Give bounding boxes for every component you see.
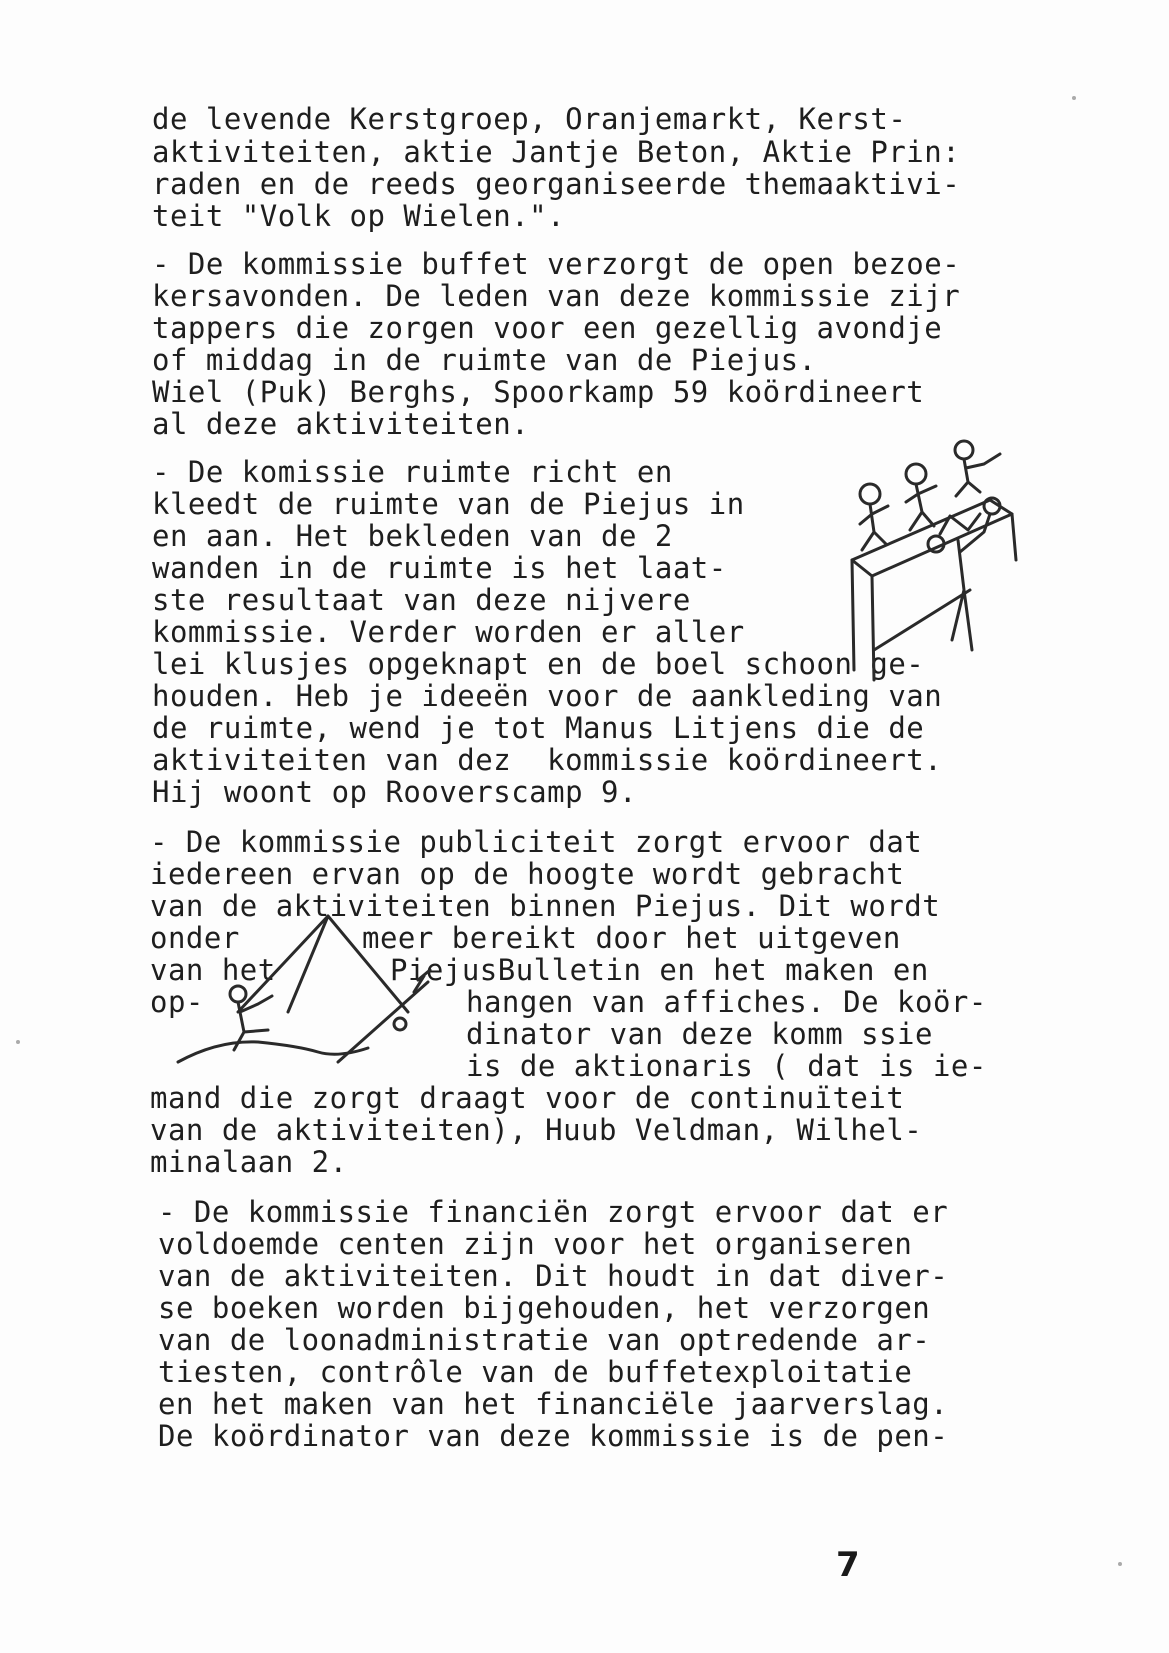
text-line: - De kommissie buffet verzorgt de open bezoe-	[152, 247, 961, 281]
text-line: op-	[150, 985, 204, 1019]
text-line: van de aktiviteiten), Huub Veldman, Wilhel-	[150, 1113, 923, 1147]
text-line: - De komissie ruimte richt en	[152, 455, 673, 489]
text-line: - De kommissie financiën zorgt ervoor dat er	[158, 1195, 949, 1229]
text-line: tappers die zorgen voor een gezellig avondje	[152, 311, 943, 345]
text-line: houden. Heb je ideeën voor de aankleding van	[152, 679, 943, 713]
text-line: minalaan 2.	[150, 1145, 348, 1179]
text-line: hangen van affiches. De koör-	[466, 985, 987, 1019]
text-line: of middag in de ruimte van de Piejus.	[152, 343, 817, 377]
stick-figures-mountain-icon	[178, 912, 438, 1072]
text-line: voldoemde centen zijn voor het organiseren	[158, 1227, 913, 1261]
text-line: de ruimte, wend je tot Manus Litjens die de	[152, 711, 925, 745]
text-line: Hij woont op Rooverscamp 9.	[152, 775, 637, 809]
scan-speck	[1072, 96, 1076, 100]
text-line: onder	[150, 921, 240, 955]
text-line: teit "Volk op Wielen.".	[152, 199, 566, 233]
text-line: tiesten, contrôle van de buffetexploitatie	[158, 1355, 913, 1389]
text-line: lei klusjes opgeknapt en de boel schoon ge-	[152, 647, 925, 681]
text-line: kommissie. Verder worden er aller	[152, 615, 745, 649]
text-line: iedereen ervan op de hoogte wordt gebracht	[150, 857, 905, 891]
text-line: mand die zorgt draagt voor de continuïteit	[150, 1081, 905, 1115]
page-number: 7	[836, 1545, 860, 1585]
text-line: ste resultaat van deze nijvere	[152, 583, 691, 617]
text-line: meer bereikt door het uitgeven	[362, 921, 901, 955]
text-line: van de aktiviteiten binnen Piejus. Dit wordt	[150, 889, 941, 923]
text-line: en aan. Het bekleden van de 2	[152, 519, 673, 553]
text-line: de levende Kerstgroep, Oranjemarkt, Kerst-	[152, 102, 907, 136]
text-line: is de aktionaris ( dat is ie-	[466, 1049, 987, 1083]
text-line: al deze aktiviteiten.	[152, 407, 530, 441]
text-line: aktiviteiten, aktie Jantje Beton, Aktie Prin:	[152, 135, 961, 169]
stick-figures-wall-icon	[840, 440, 1050, 685]
text-line: wanden in de ruimte is het laat-	[152, 551, 727, 585]
text-line: Wiel (Puk) Berghs, Spoorkamp 59 koördineert	[152, 375, 925, 409]
scan-speck	[16, 1040, 20, 1044]
text-line: raden en de reeds georganiseerde themaaktivi-	[152, 167, 961, 201]
text-line: se boeken worden bijgehouden, het verzorgen	[158, 1291, 931, 1325]
text-line: dinator van deze komm ssie	[466, 1017, 933, 1051]
text-line: en het maken van het financiële jaarverslag.	[158, 1387, 949, 1421]
text-line: kleedt de ruimte van de Piejus in	[152, 487, 745, 521]
scan-speck	[1118, 1562, 1122, 1566]
text-line: PiejusBulletin en het maken en	[390, 953, 929, 987]
text-line: van de loonadministratie van optredende ar-	[158, 1323, 931, 1357]
text-line: van de aktiviteiten. Dit houdt in dat diver-	[158, 1259, 949, 1293]
text-line: - De kommissie publiciteit zorgt ervoor dat	[150, 825, 923, 859]
text-line: De koördinator van deze kommissie is de pen-	[158, 1419, 949, 1453]
text-line: kersavonden. De leden van deze kommissie zijr	[152, 279, 961, 313]
text-line: van het	[150, 953, 276, 987]
text-line: aktiviteiten van dez kommissie koördineert.	[152, 743, 943, 777]
